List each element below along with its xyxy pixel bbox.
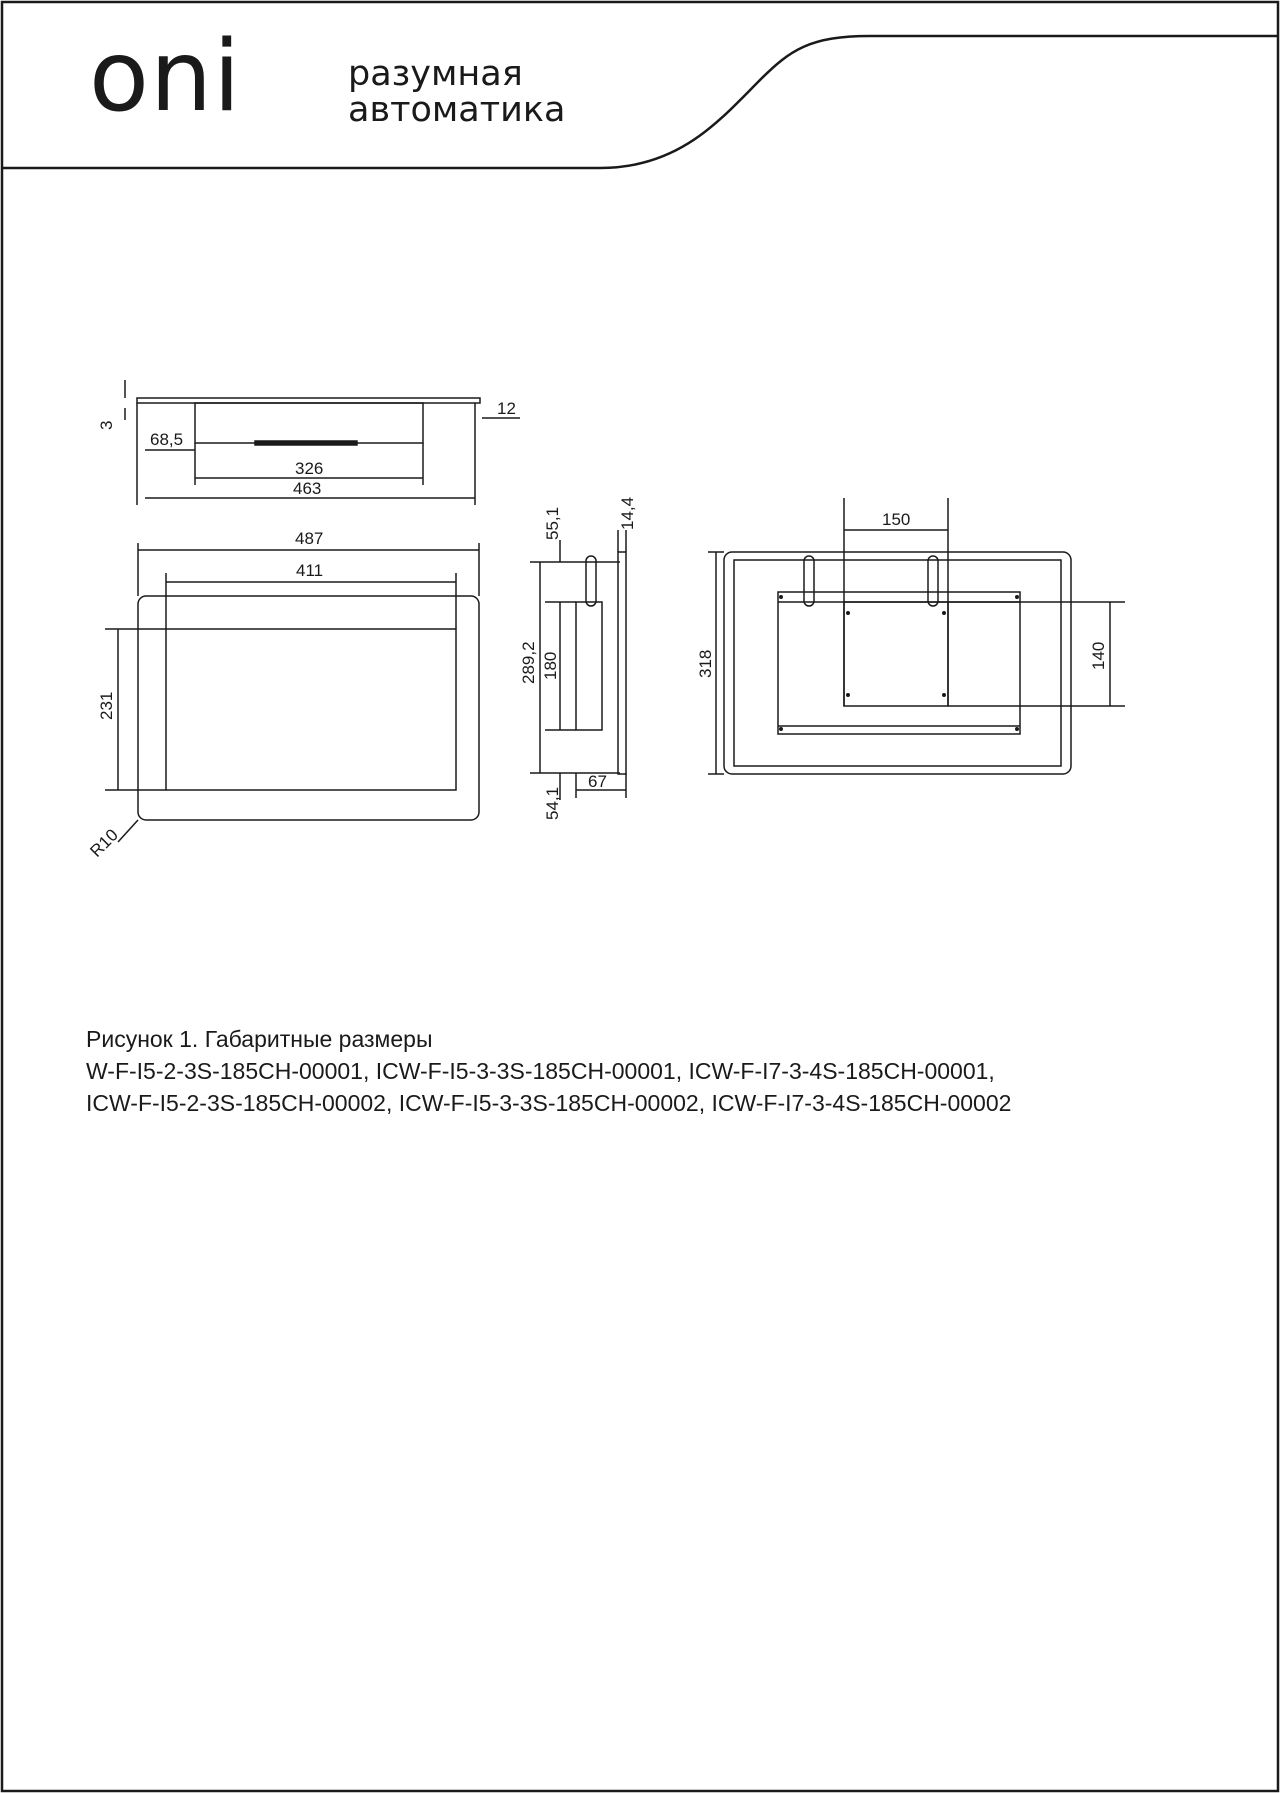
top-view-body bbox=[195, 403, 423, 443]
tagline-line-2: автоматика bbox=[348, 90, 566, 130]
dim-back-height: 318 bbox=[696, 649, 715, 678]
back-view-bracket-left bbox=[804, 556, 814, 606]
front-view bbox=[105, 543, 479, 842]
side-view-body bbox=[576, 602, 602, 730]
dim-frame-depth: 14,4 bbox=[618, 496, 637, 530]
dim-body-width: 463 bbox=[293, 479, 322, 498]
dim-thickness: 3 bbox=[97, 420, 116, 430]
back-view-inner bbox=[734, 560, 1061, 766]
dim-total-height: 289,2 bbox=[519, 641, 538, 684]
dim-vesa-vertical: 140 bbox=[1089, 641, 1108, 670]
dim-depth: 12 bbox=[497, 399, 516, 418]
brand-logo: oni bbox=[89, 20, 242, 134]
side-view-frame bbox=[618, 552, 626, 774]
dim-corner-radius: R10 bbox=[86, 825, 122, 861]
dim-screen-width: 411 bbox=[296, 561, 324, 580]
back-view-frame bbox=[724, 552, 1071, 774]
dim-bracket-height: 180 bbox=[541, 651, 560, 680]
side-view-bracket bbox=[586, 556, 596, 606]
figure-caption bbox=[86, 1023, 1011, 1119]
dim-top-offset: 55,1 bbox=[543, 506, 562, 540]
back-view-plate bbox=[778, 592, 1020, 734]
vesa-mount bbox=[844, 602, 948, 706]
dim-mount-width: 326 bbox=[295, 459, 324, 478]
front-view-screen bbox=[166, 629, 456, 790]
dim-bottom-offset: 54,1 bbox=[543, 786, 562, 820]
dim-offset: 68,5 bbox=[150, 430, 184, 449]
back-view-bracket-right bbox=[928, 556, 938, 606]
caption-models-line-1: W-F-I5-2-3S-185CH-00001, ICW-F-I5-3-3S-185CH-00001, ICW-F-I7-3-4S-185CH-00001, bbox=[86, 1058, 995, 1084]
dim-vesa-horizontal: 150 bbox=[882, 510, 911, 529]
top-view-mount bbox=[255, 441, 357, 445]
dim-screen-height: 231 bbox=[97, 691, 116, 720]
top-view bbox=[125, 380, 520, 505]
dim-outer-width: 487 bbox=[295, 529, 324, 548]
caption-title: Рисунок 1. Габаритные размеры bbox=[86, 1026, 433, 1052]
tagline-line-1: разумная bbox=[348, 54, 523, 94]
caption-models-line-2: ICW-F-I5-2-3S-185CH-00002, ICW-F-I5-3-3S-185CH-00002, ICW-F-I7-3-4S-185CH-00002 bbox=[86, 1090, 1012, 1116]
back-view bbox=[708, 498, 1125, 774]
dim-side-depth: 67 bbox=[588, 772, 607, 791]
